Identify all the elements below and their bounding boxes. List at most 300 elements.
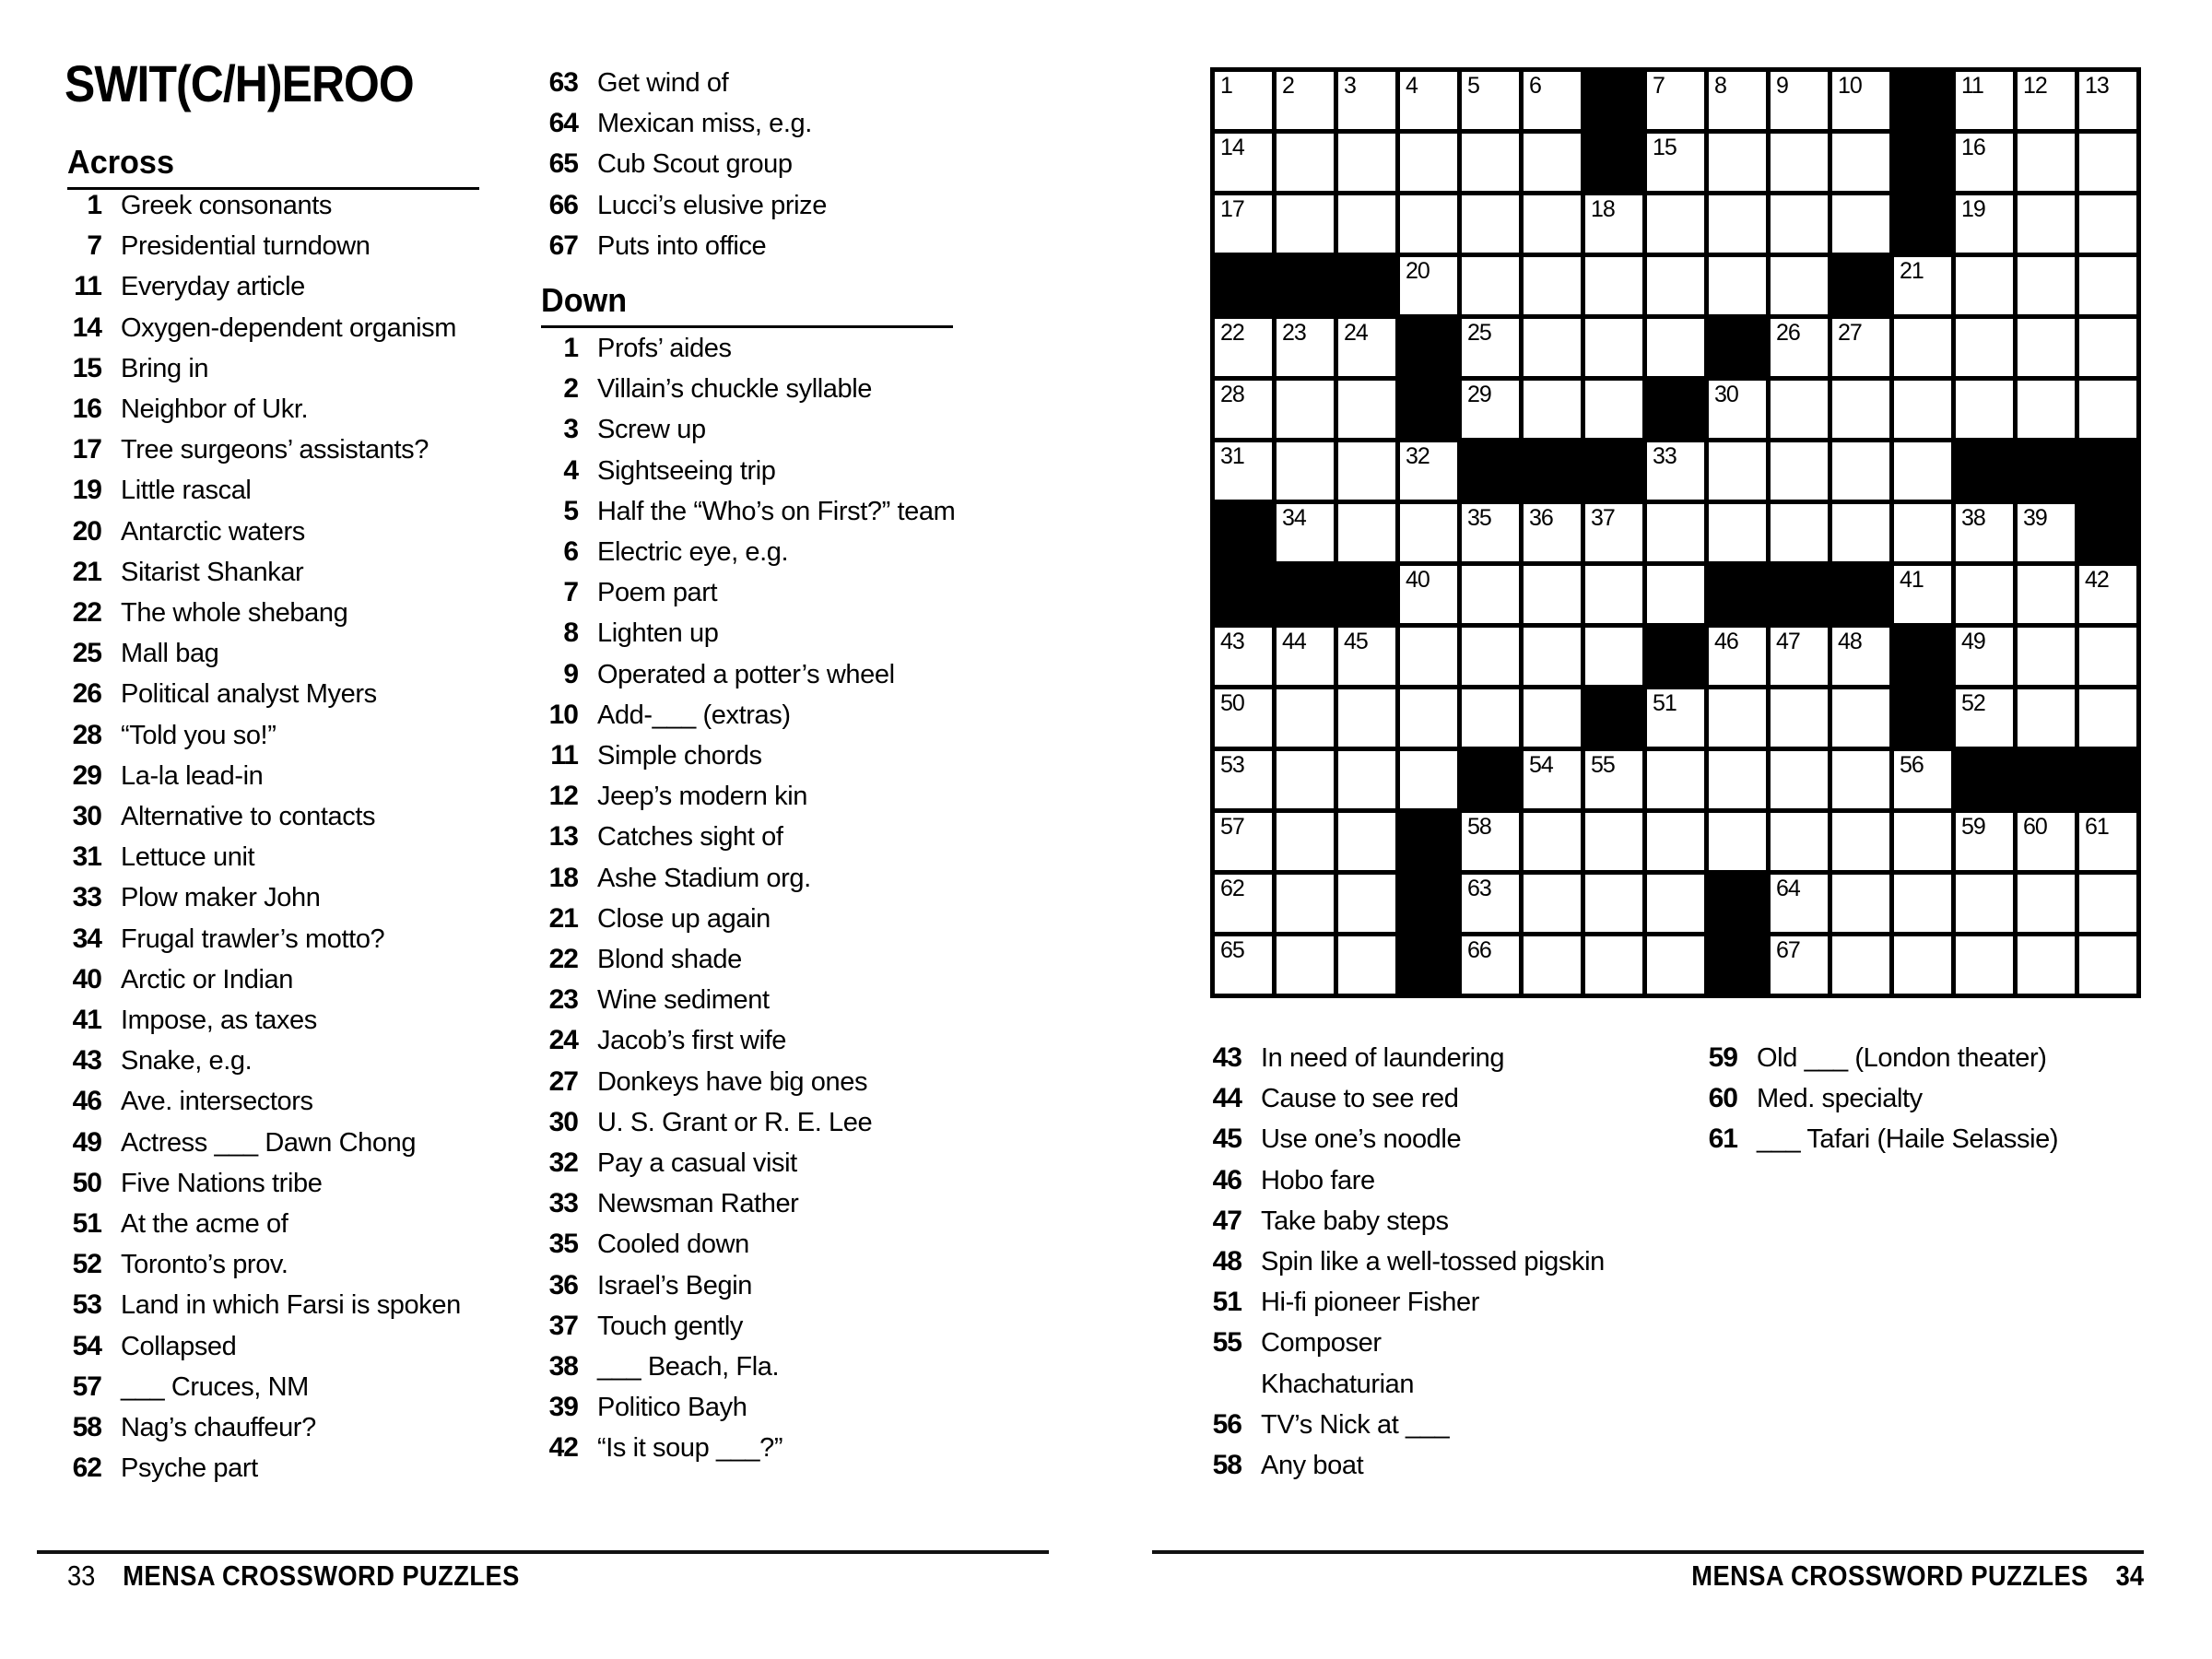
clue-row [541,1265,955,1306]
clue-text: Cub Scout group [597,149,793,180]
clue-row [541,369,955,409]
grid-cell [2079,134,2136,191]
grid-cell [1400,751,1457,808]
clue-row [541,613,955,653]
grid-cell [2018,257,2075,314]
grid-cell [1462,319,1519,376]
clue-row [541,226,827,266]
grid-cell [1524,381,1581,438]
grid-cell [1400,628,1457,685]
cell-number: 27 [1838,320,1862,346]
grid-cell [1771,381,1828,438]
grid-cell [1277,72,1334,129]
clue-text: Use one’s noodle [1261,1124,1462,1155]
grid-cell [1585,195,1642,253]
grid-cell [1277,689,1334,747]
clue-number: 62 [72,1453,101,1484]
cell-number: 9 [1776,73,1788,99]
grid-cell [1585,628,1642,685]
clue-text: The whole shebang [121,598,348,629]
clue-row [65,308,461,348]
cell-number: 57 [1220,814,1244,840]
grid-cell [2018,504,2075,561]
clue-text: Spin like a well-tossed pigskin [1261,1247,1605,1277]
grid-cell [1832,936,1889,994]
grid-cell [1585,381,1642,438]
clue-number: 45 [1212,1124,1241,1155]
clue-number: 27 [548,1065,578,1097]
clue-row [541,654,955,695]
grid-cell [1771,195,1828,253]
grid-cell-black [1709,936,1766,994]
clue-text: Cooled down [597,1230,749,1260]
cell-number: 48 [1838,629,1862,654]
clue-text: Toronto’s prov. [121,1250,288,1280]
grid-cell [1277,134,1334,191]
grid-cell [1647,134,1704,191]
grid-cell [1956,689,2013,747]
grid-cell [1215,813,1272,870]
grid-cell [1894,566,1951,623]
grid-cell [1956,72,2013,129]
grid-cell-black [1832,257,1889,314]
clue-row [541,1224,955,1265]
clue-row [65,715,461,756]
clue-row [541,103,827,144]
clue-text: Lucci’s elusive prize [597,190,827,220]
clue-row [65,1244,461,1285]
clue-row [1700,1078,2058,1119]
cell-number: 5 [1467,73,1479,99]
clue-row [541,532,955,572]
clue-number: 4 [563,454,578,486]
clue-text: Jeep’s modern kin [597,782,808,812]
clue-text: At the acme of [121,1209,288,1240]
grid-cell [1709,689,1766,747]
clue-text: Electric eye, e.g. [597,537,789,568]
clue-row [1700,1119,2058,1159]
grid-cell [1524,195,1581,253]
grid-cell [1647,875,1704,932]
grid-cell [1462,195,1519,253]
cell-number: 59 [1961,814,1985,840]
cell-number: 22 [1220,320,1244,346]
grid-cell [1400,504,1457,561]
grid-cell [1832,875,1889,932]
grid-cell [2018,134,2075,191]
grid-cell [1585,566,1642,623]
clue-text: Hobo fare [1261,1165,1375,1195]
grid-cell [1709,751,1766,808]
grid-cell-black [1524,442,1581,500]
clue-number: 40 [72,963,101,994]
clue-text: Ashe Stadium org. [597,863,811,893]
grid-cell [1956,875,2013,932]
grid-cell [1647,813,1704,870]
clue-text: Actress ___ Dawn Chong [121,1127,417,1158]
grid-cell [1524,689,1581,747]
grid-cell [1771,936,1828,994]
clue-text: Wine sediment [597,985,770,1016]
clue-row [65,837,461,877]
clue-number: 52 [72,1249,101,1280]
cell-number: 35 [1467,505,1491,531]
grid-cell-black [1215,566,1272,623]
puzzle-title: SWIT(C/H)EROO [65,54,414,112]
cell-number: 40 [1406,567,1430,593]
grid-cell [1956,813,2013,870]
grid-cell [1338,381,1395,438]
grid-cell [1524,628,1581,685]
grid-cell [1215,381,1272,438]
grid-cell [1462,875,1519,932]
cell-number: 32 [1406,443,1430,469]
cell-number: 52 [1961,690,1985,716]
cell-number: 56 [1900,752,1924,778]
cell-number: 60 [2023,814,2047,840]
clue-text: Plow maker John [121,883,321,913]
grid-cell [1894,442,1951,500]
grid-cell [1709,381,1766,438]
clue-number: 32 [548,1147,578,1179]
clue-row [1205,1405,1605,1445]
cell-number: 12 [2023,73,2047,99]
grid-cell [1771,751,1828,808]
grid-cell [1215,319,1272,376]
grid-cell-black [1277,257,1334,314]
clue-number: 54 [72,1330,101,1361]
grid-cell [1338,72,1395,129]
clue-row [65,1123,461,1163]
clue-number: 49 [72,1126,101,1158]
grid-cell-black [1585,442,1642,500]
grid-cell [1400,195,1457,253]
grid-cell [1832,751,1889,808]
grid-cell [1215,195,1272,253]
clue-text: Antarctic waters [121,516,305,547]
grid-cell [1277,936,1334,994]
cell-number: 2 [1282,73,1294,99]
grid-cell [1585,936,1642,994]
clue-row [65,633,461,674]
clue-text: Sightseeing trip [597,455,776,486]
clue-number: 58 [72,1412,101,1443]
clue-row [541,1347,955,1387]
cell-number: 50 [1220,690,1244,716]
grid-cell [1647,257,1704,314]
grid-cell [1215,442,1272,500]
clue-text: Close up again [597,903,771,934]
clue-row [541,451,955,491]
grid-cell [1894,936,1951,994]
clue-text: Newsman Rather [597,1189,799,1219]
cell-number: 28 [1220,382,1244,407]
grid-cell [1709,195,1766,253]
footer-left [67,1561,520,1590]
clue-number: 8 [563,618,578,649]
grid-cell [1894,504,1951,561]
grid-cell [1277,442,1334,500]
cell-number: 29 [1467,382,1491,407]
grid-cell [2079,257,2136,314]
clue-number: 42 [548,1432,578,1464]
clue-row [541,63,827,103]
clue-number: 30 [548,1106,578,1137]
clue-row [65,1041,461,1081]
clue-row [65,1000,461,1041]
clue-text: Touch gently [597,1311,744,1341]
clue-row [541,980,955,1020]
grid-cell [1215,628,1272,685]
clue-row [65,1163,461,1204]
clue-text: Half the “Who’s on First?” team [597,496,956,526]
cell-number: 10 [1838,73,1862,99]
clue-number: 50 [72,1167,101,1198]
clue-row [541,899,955,939]
down-header-label: Down [541,281,628,319]
grid-cell-black [1956,442,2013,500]
clue-text: Villain’s chuckle syllable [597,374,873,405]
clue-number: 38 [548,1351,578,1382]
grid-cell [1956,936,2013,994]
grid-cell [1524,319,1581,376]
clue-text: Composer [1261,1328,1382,1359]
clue-number: 30 [72,801,101,832]
clue-row [541,144,827,184]
clue-number: 61 [1708,1124,1737,1155]
cell-number: 13 [2085,73,2109,99]
grid-cell [2018,875,2075,932]
grid-cell [1400,134,1457,191]
grid-cell [1277,319,1334,376]
clue-text: Nag’s chauffeur? [121,1413,316,1443]
grid-cell-black [1894,628,1951,685]
grid-cell [1338,936,1395,994]
grid-cell-black [1709,319,1766,376]
clue-number: 22 [72,597,101,629]
grid-cell [1462,936,1519,994]
clue-text: Lighten up [597,618,719,649]
clue-row [1700,1038,2058,1078]
clue-number: 67 [548,229,578,261]
cell-number: 6 [1529,73,1541,99]
clue-number: 63 [548,67,578,98]
grid-cell-black [1709,875,1766,932]
grid-cell-black [1338,566,1395,623]
grid-cell [1709,442,1766,500]
clue-number: 37 [548,1310,578,1341]
grid-cell-black [1956,751,2013,808]
grid-cell [1277,195,1334,253]
clue-row [541,817,955,857]
grid-cell [1524,72,1581,129]
clue-row [541,939,955,980]
clue-number: 18 [548,862,578,893]
grid-cell [1832,689,1889,747]
clue-number: 19 [72,475,101,506]
clue-text: Simple chords [597,741,762,771]
grid-cell [1894,319,1951,376]
grid-cell-black [1400,936,1457,994]
clue-text: Hi-fi pioneer Fisher [1261,1288,1479,1318]
grid-cell [2018,195,2075,253]
across-header-label: Across [67,143,174,181]
clue-number: 47 [1212,1205,1241,1236]
grid-cell [2018,628,2075,685]
cell-number: 24 [1344,320,1368,346]
clue-text: Politico Bayh [597,1393,747,1423]
grid-cell [1338,628,1395,685]
grid-cell [1894,875,1951,932]
clue-text: Oxygen-dependent organism [121,312,457,343]
grid-cell [1771,319,1828,376]
cell-number: 14 [1220,135,1244,160]
clue-row [541,1143,955,1183]
grid-cell [1462,689,1519,747]
clue-number: 26 [72,678,101,710]
clue-number: 51 [72,1208,101,1240]
clue-text: Screw up [597,415,706,445]
grid-cell [1956,257,2013,314]
clue-text: Donkeys have big ones [597,1066,868,1097]
grid-cell [2079,813,2136,870]
grid-cell [1277,751,1334,808]
cell-number: 37 [1591,505,1615,531]
clue-text: Israel’s Begin [597,1270,752,1300]
grid-cell [1400,566,1457,623]
grid-cell [1894,751,1951,808]
grid-cell [1647,319,1704,376]
clue-text: Mexican miss, e.g. [597,109,812,139]
grid-cell-black [1647,628,1704,685]
clue-row [541,491,955,532]
clue-number: 55 [1212,1327,1241,1359]
grid-cell [1400,257,1457,314]
grid-cell [1215,875,1272,932]
clue-text: ___ Tafari (Haile Selassie) [1757,1124,2059,1155]
clue-row [1205,1364,1605,1405]
clue-text: Impose, as taxes [121,1006,317,1036]
clue-number: 29 [72,759,101,791]
cell-number: 4 [1406,73,1418,99]
grid-cell-black [1647,381,1704,438]
cell-number: 41 [1900,567,1924,593]
clue-row [65,1407,461,1448]
clue-number: 31 [72,841,101,873]
grid-cell [1832,319,1889,376]
clue-text: “Is it soup ___?” [597,1433,783,1464]
grid-cell [2079,628,2136,685]
grid-cell [2018,936,2075,994]
cell-number: 53 [1220,752,1244,778]
clue-text: Jacob’s first wife [597,1026,787,1056]
across-clue-list [65,185,461,1489]
clue-text: Mall bag [121,639,219,669]
grid-cell [1524,566,1581,623]
grid-cell [1400,689,1457,747]
cell-number: 54 [1529,752,1553,778]
cell-number: 25 [1467,320,1491,346]
cell-number: 61 [2085,814,2109,840]
clue-number: 60 [1708,1083,1737,1114]
grid-cell [1709,134,1766,191]
footer-book-title-right: MENSA CROSSWORD PUZZLES [1691,1559,2088,1592]
clue-text: Psyche part [121,1453,258,1484]
clue-text: Collapsed [121,1331,237,1361]
grid-cell [1709,72,1766,129]
clue-text: Arctic or Indian [121,964,294,994]
clue-text: “Told you so!” [121,720,276,750]
clue-number: 6 [563,536,578,568]
clue-text: Sitarist Shankar [121,557,304,587]
grid-cell-black [1462,442,1519,500]
clue-row [65,185,461,226]
clue-number: 2 [563,373,578,405]
clue-row [541,735,955,776]
grid-cell [1647,751,1704,808]
cell-number: 20 [1406,258,1430,284]
clue-row [65,429,461,470]
grid-cell [1462,134,1519,191]
clue-number: 7 [87,230,101,262]
clue-row [1205,1038,1605,1078]
clue-text: Get wind of [597,68,729,98]
grid-cell [1524,257,1581,314]
clue-row [65,1204,461,1244]
grid-cell-black [1894,134,1951,191]
cell-number: 26 [1776,320,1800,346]
grid-cell-black [1894,195,1951,253]
clue-row [65,1448,461,1488]
clue-row [65,389,461,429]
clue-text: Catches sight of [597,822,783,853]
grid-cell [1400,72,1457,129]
clue-row [65,226,461,266]
grid-cell-black [1462,751,1519,808]
cell-number: 18 [1591,196,1615,222]
clue-row [541,1020,955,1061]
clue-text: In need of laundering [1261,1043,1505,1073]
grid-cell [2079,72,2136,129]
clue-row [65,552,461,593]
clue-number: 58 [1212,1450,1241,1481]
grid-cell [1462,381,1519,438]
grid-cell [1771,442,1828,500]
grid-cell [1524,875,1581,932]
grid-cell [1647,72,1704,129]
clue-row [65,266,461,307]
clue-number: 25 [72,638,101,669]
grid-cell [1832,813,1889,870]
clue-row [1205,1201,1605,1241]
grid-cell [2018,72,2075,129]
clue-row [65,1081,461,1122]
grid-cell [1338,813,1395,870]
footer-right [1271,1561,2144,1590]
clue-row [1205,1241,1605,1282]
grid-cell [1956,566,2013,623]
grid-cell [2079,875,2136,932]
grid-cell-black [1400,875,1457,932]
clue-number: 10 [548,699,578,730]
clue-number: 35 [548,1229,578,1260]
clue-row [65,348,461,389]
clue-row [1205,1445,1605,1486]
clue-text: U. S. Grant or R. E. Lee [597,1107,873,1137]
clue-row [65,512,461,552]
clue-number: 65 [548,148,578,180]
clue-text: Poem part [597,578,718,608]
